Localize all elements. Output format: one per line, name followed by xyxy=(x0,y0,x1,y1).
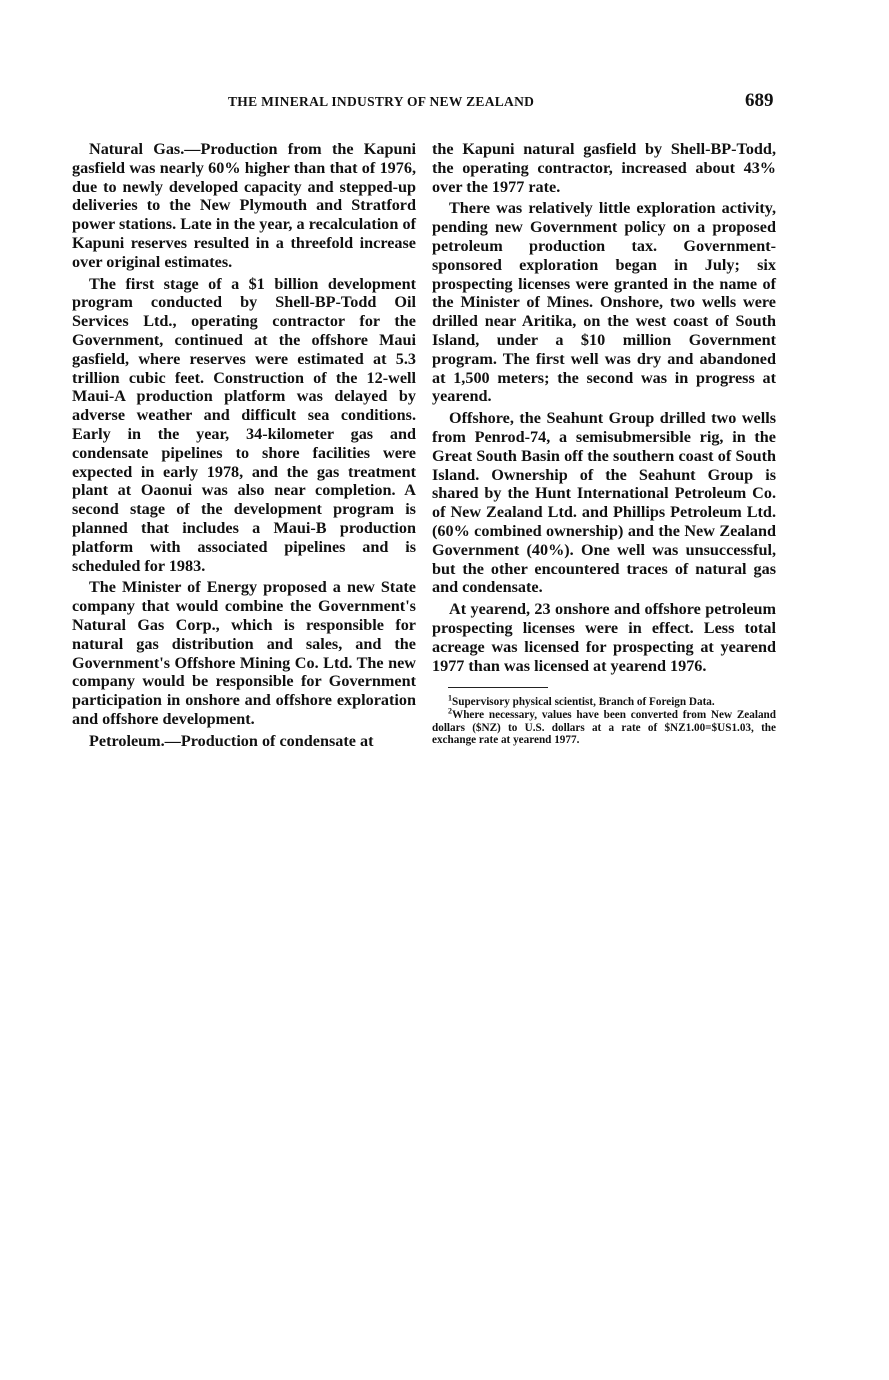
left-column xyxy=(72,140,416,754)
section-heading-natural-gas: Natural Gas. xyxy=(89,140,185,158)
footnote-2 xyxy=(432,706,776,747)
footnote-1 xyxy=(432,693,776,709)
section-heading-petroleum: Petroleum. xyxy=(89,731,165,750)
footnote-mark: 1 xyxy=(448,693,452,703)
paragraph-exploration: There was relatively little exploration activity, pending new Government policy on a proposed petroleum production tax. Government-sponsored exploration began in July; six prospecting licenses were granted in the name of the Minister of Mines. Onshore, two wells were drilled near Aritika, on the west coast of South Island, under a $10 million Government program. The first well was dry and abandoned at 1,500 meters; the second was in progress at yearend. xyxy=(432,199,776,406)
paragraph-text: —Production from the Kapuni gasfield was nearly 60% higher than that of 1976, due to newly developed capacity and stepped-up deliveries to the New Plymouth and Stratford power stations. Late in the year, a recalculation of Kapuni reserves resulted in a threefold increase over original estimates. xyxy=(72,140,417,271)
running-title: THE MINERAL INDUSTRY OF NEW ZEALAND xyxy=(228,94,535,109)
paragraph-text: —Production of condensate at xyxy=(164,731,374,750)
paragraph-natural-gas xyxy=(72,140,416,272)
paragraph-petroleum xyxy=(72,732,416,751)
footnote-text: Where necessary, values have been converted from New Zealand dollars ($NZ) to U.S. dollars at a rate of $NZ1.00=$US1.03, the exchange rate at yearend 1977. xyxy=(432,708,776,747)
paragraph-state-company: The Minister of Energy proposed a new State company that would combine the Government's Natural Gas Corp., which is responsible for natural gas distribution and sales, and the Government's Offshore Mining Co. Ltd. The new company would be responsible for Government participation in onshore and offshore exploration and offshore development. xyxy=(72,578,416,728)
paragraph-maui-development: The first stage of a $1 billion development program conducted by Shell-BP-Todd Oil Services Ltd., operating contractor for the Government, continued at the offshore Maui gasfield, where reserves were estimated at 5.3 trillion cubic feet. Construction of the 12-well Maui-A production platform was delayed by adverse weather and difficult sea conditions. Early in the year, 34-kilometer gas and condensate pipelines to shore facilities were expected in early 1978, and the gas treatment plant at Oaonui was also near completion. A second stage of the development program is planned that includes a Maui-B production platform with associated pipelines and is scheduled for 1983. xyxy=(72,274,416,575)
paragraph-kapuni-condensate: the Kapuni natural gasfield by Shell-BP-Todd, the operating contractor, increased about 43% over the 1977 rate. xyxy=(432,140,776,196)
footnote-text: Supervisory physical scientist, Branch of Foreign Data. xyxy=(452,696,715,709)
right-column xyxy=(432,140,776,747)
paragraph-licenses: At yearend, 23 onshore and offshore petroleum prospecting licenses were in effect. Less total acreage was licensed for prospecting at yearend 1977 than was licensed at yearend 1976. xyxy=(432,600,776,675)
footnote-mark: 2 xyxy=(448,706,452,716)
page-number: 689 xyxy=(745,90,774,111)
footnote-divider xyxy=(448,687,548,688)
footnotes xyxy=(432,693,776,747)
paragraph-offshore: Offshore, the Seahunt Group drilled two wells from Penrod-74, a semisubmersible rig, in the Great South Basin off the southern coast of South Island. Ownership of the Seahunt Group is shared by the Hunt International Petroleum Co. of New Zealand Ltd. and Phillips Petroleum Ltd. (60% combined ownership) and the New Zealand Government (40%). One well was unsuccessful, but the other encountered traces of natural gas and condensate. xyxy=(432,409,776,597)
